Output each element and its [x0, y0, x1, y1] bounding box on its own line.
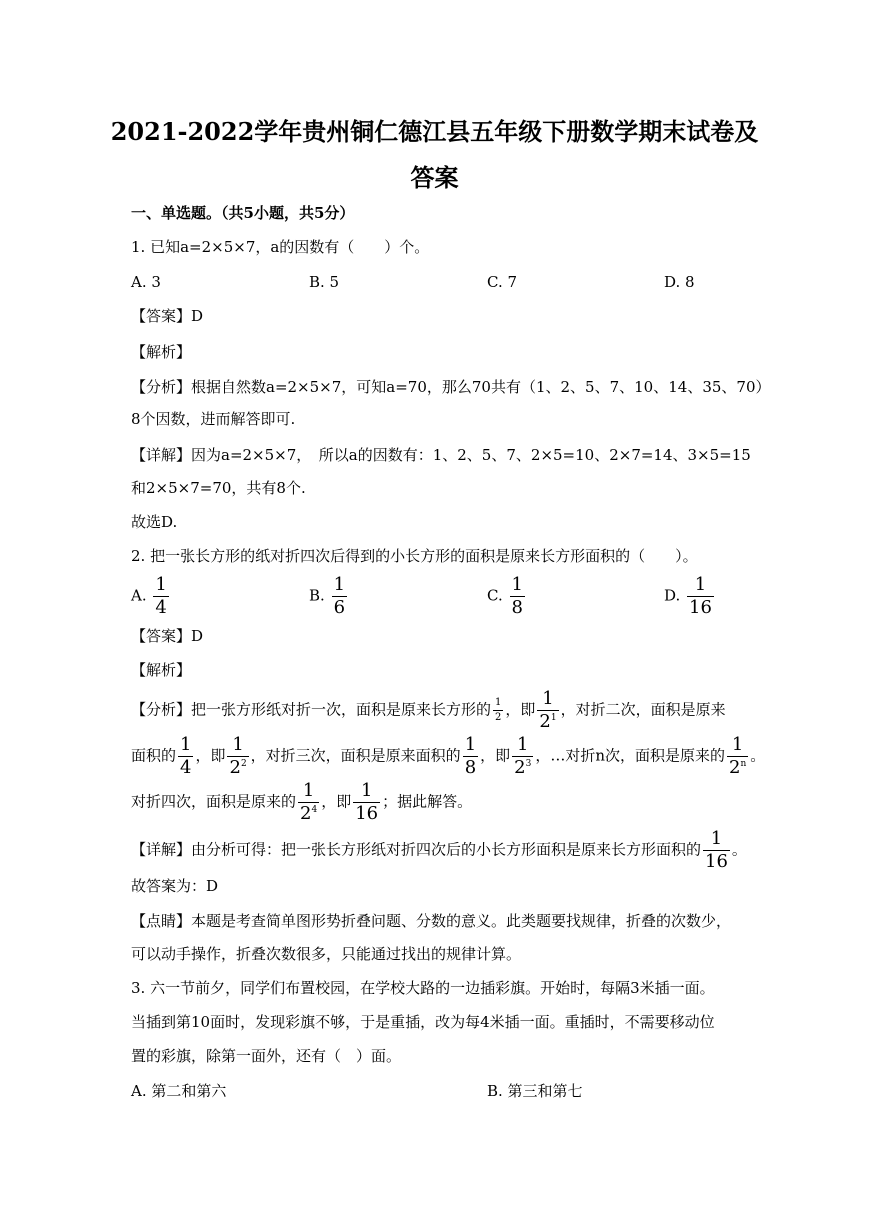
q2-result: 故答案为：D	[131, 877, 219, 895]
q3-line2: 当插到第10面时，发现彩旗不够，于是重插，改为每4米插一面。重插时，不需要移动位	[131, 1013, 715, 1031]
q2-option-a-label: A.	[131, 586, 147, 605]
fraction-1-4	[178, 736, 193, 777]
q1-stem: 1. 已知a=2×5×7，a的因数有（ ）个。	[131, 238, 430, 256]
q1-choose: 故选D.	[131, 513, 178, 531]
q2-detail	[131, 830, 747, 871]
q2-option-d	[664, 576, 716, 617]
fraction-1-16	[353, 782, 380, 823]
q1-analysis-line1: 【分析】根据自然数a=2×5×7，可知a=70，那么70共有（1、2、5、7、10、14、35、70）	[131, 378, 771, 396]
text: ；据此解答。	[382, 792, 473, 811]
num: 1	[731, 734, 744, 755]
text: 。	[731, 840, 747, 859]
exp: 4	[311, 805, 318, 815]
num: 1	[333, 574, 346, 595]
text: ，对折三次，面积是原来面积的	[250, 746, 461, 765]
exp: 3	[525, 759, 532, 769]
q2-analysis-line3	[131, 782, 472, 823]
q2-option-a	[131, 576, 171, 617]
q2-option-a-fraction	[153, 576, 168, 617]
text: 【分析】把一张方形纸对折一次，面积是原来长方形的	[131, 700, 492, 719]
q2-note-line1: 【点睛】本题是考查简单图形势折叠问题、分数的意义。此类题要找规律，折叠的次数少，	[131, 912, 732, 930]
q1-jiexi: 【解析】	[131, 343, 192, 361]
den: 4	[180, 757, 192, 778]
q3-option-a: A. 第二和第六	[131, 1082, 227, 1100]
q1-detail-line2: 和2×5×7=70，共有8个.	[131, 479, 306, 497]
den	[727, 756, 748, 777]
den: 8	[464, 757, 477, 778]
q3-line1: 3. 六一节前夕，同学们布置校园，在学校大路的一边插彩旗。开始时，每隔3米插一面。	[131, 979, 715, 997]
exp: 1	[550, 713, 557, 723]
q2-option-b-label: B.	[309, 586, 325, 605]
den: 8	[511, 597, 523, 618]
text: 对折四次，面积是原来的	[131, 792, 297, 811]
q2-option-c-label: C.	[487, 586, 503, 605]
q1-option-c: C. 7	[487, 273, 518, 291]
q2-option-b	[309, 576, 349, 617]
num: 1	[495, 697, 502, 708]
text: ，即	[195, 746, 226, 765]
den	[227, 756, 248, 777]
fraction-half	[493, 698, 503, 723]
base: 2	[539, 711, 551, 732]
base: 2	[514, 757, 526, 778]
q2-answer: 【答案】D	[131, 627, 204, 645]
num: 1	[155, 574, 167, 595]
num: 1	[710, 828, 723, 849]
q2-option-d-label: D.	[664, 586, 681, 605]
base: 2	[300, 803, 312, 824]
q3-line3: 置的彩旗，除第一面外，还有（ ）面。	[131, 1047, 402, 1065]
fraction-1-over-2-pow-2	[227, 736, 248, 777]
num: 1	[511, 574, 523, 595]
q1-option-d: D. 8	[664, 273, 695, 291]
base: 2	[229, 757, 241, 778]
fraction-1-over-2-pow-3	[512, 736, 533, 777]
q1-option-a: A. 3	[131, 273, 161, 291]
fraction-1-16-detail	[703, 830, 730, 871]
text: 【详解】由分析可得：把一张长方形纸对折四次后的小长方形面积是原来长方形面积的	[131, 840, 702, 859]
fraction-1-over-2-pow-1	[537, 690, 558, 731]
text: ，即	[505, 700, 536, 719]
fraction-1-8	[463, 736, 478, 777]
den	[537, 710, 558, 731]
exp: n	[740, 759, 747, 769]
den: 6	[333, 597, 346, 618]
num: 1	[464, 734, 477, 755]
fraction-1-over-2-pow-n	[727, 736, 748, 777]
q1-analysis-line2: 8个因数，进而解答即可.	[131, 410, 296, 428]
q1-answer: 【答案】D	[131, 307, 204, 325]
doc-title-line2: 答案	[410, 163, 459, 192]
q2-analysis-line2	[131, 736, 765, 777]
den	[512, 756, 533, 777]
den: 16	[355, 803, 379, 824]
section-heading: 一、单选题。（共5小题，共5分）	[131, 204, 355, 222]
num: 1	[302, 780, 315, 801]
text: 。	[750, 746, 766, 765]
q2-option-c-fraction	[510, 576, 525, 617]
q2-analysis-line1	[131, 690, 726, 731]
q2-option-c	[487, 576, 527, 617]
text: ，即	[321, 792, 352, 811]
num: 1	[232, 734, 244, 755]
base: 2	[729, 757, 741, 778]
q2-jiexi: 【解析】	[131, 661, 192, 679]
q2-stem: 2. 把一张长方形的纸对折四次后得到的小长方形的面积是原来长方形面积的（ ）。	[131, 547, 698, 565]
q1-detail-line1: 【详解】因为a=2×5×7， 所以a的因数有：1、2、5、7、2×5=10、2×7=14、3×5=15	[131, 446, 751, 464]
num: 1	[360, 780, 373, 801]
den	[298, 802, 319, 823]
q2-option-d-fraction	[687, 576, 714, 617]
num: 1	[180, 734, 192, 755]
num: 1	[694, 574, 707, 595]
text: ，…对折n次，面积是原来的	[535, 746, 726, 765]
fraction-1-over-2-pow-4	[298, 782, 319, 823]
doc-title-line1: 2021-2022学年贵州铜仁德江县五年级下册数学期末试卷及	[110, 117, 759, 146]
den: 4	[155, 597, 167, 618]
text: 面积的	[131, 746, 177, 765]
den: 16	[705, 851, 728, 872]
q2-option-b-fraction	[332, 576, 347, 617]
num: 1	[542, 688, 554, 709]
text: ，即	[480, 746, 511, 765]
den: 2	[495, 712, 502, 723]
q3-option-b: B. 第三和第七	[487, 1082, 583, 1100]
num: 1	[517, 734, 529, 755]
q2-note-line2: 可以动手操作，折叠次数很多，只能通过找出的规律计算。	[131, 945, 522, 963]
exp: 2	[240, 759, 247, 769]
q1-option-b: B. 5	[309, 273, 340, 291]
den: 16	[689, 597, 712, 618]
text: ，对折二次，面积是原来	[560, 700, 726, 719]
